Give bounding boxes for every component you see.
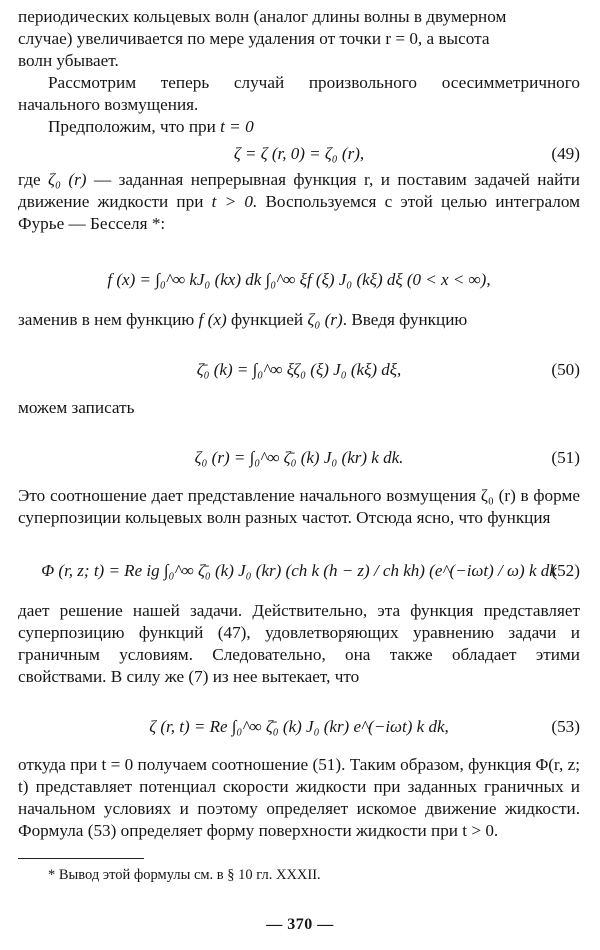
equation-50-formula: ζ̄₀ (k) = ∫₀^∞ ξζ₀ (ξ) J₀ (kξ) dξ,	[196, 360, 402, 379]
equation-fourier-bessel	[18, 251, 580, 309]
replacing-text-3: . Введя функцию	[342, 310, 468, 329]
equation-51-number: (51)	[551, 448, 580, 467]
t-greater-zero: t > 0.	[211, 192, 258, 211]
paragraph-continuation	[18, 6, 580, 72]
footnote-divider	[18, 858, 144, 859]
equation-53-formula: ζ (r, t) = Re ∫₀^∞ ζ̄₀ (k) J₀ (kr) e^(−iωt) k dk,	[149, 717, 449, 736]
equation-49-formula: ζ = ζ (r, 0) = ζ₀ (r),	[233, 144, 365, 163]
where-text-2: — заданная непрерывная функция r, и поставим задачей найти движение жидкости при	[18, 170, 580, 211]
text-line: случае) увеличивается по мере удаления от точки r = 0, а высота	[18, 29, 490, 48]
equation-50	[18, 343, 580, 397]
t-equals-zero: t = 0	[220, 117, 254, 136]
zeta0-of-r-2: ζ₀ (r)	[307, 310, 343, 329]
paragraph-relation: Это соотношение дает представление начального возмущения ζ₀ (r) в форме суперпозиции кольцевых волн разных частот. Отсюда ясно, что функция	[18, 486, 580, 527]
suppose-text: Предположим, что при	[48, 117, 216, 136]
equation-53	[18, 700, 580, 754]
equation-52	[18, 542, 580, 600]
equation-53-number: (53)	[551, 717, 580, 736]
equation-49	[18, 143, 580, 169]
text-line: волн убывает.	[18, 51, 119, 70]
equation-49-number: (49)	[551, 144, 580, 163]
zeta0-of-r: ζ₀ (r)	[48, 170, 87, 189]
paragraph-where	[18, 169, 580, 235]
equation-52-formula: Φ (r, z; t) = Re ig ∫₀^∞ ζ̄₀ (k) J₀ (kr) (ch k (h − z) / ch kh) (e^(−iωt) / ω) k dk	[41, 561, 557, 580]
text-line: периодических кольцевых волн (аналог длины волны в двумерном	[18, 7, 507, 26]
paragraph-can-write: можем записать	[18, 398, 135, 417]
fourier-bessel-formula: f (x) = ∫₀^∞ kJ₀ (kx) dk ∫₀^∞ ξf (ξ) J₀ (kξ) dξ (0 < x < ∞),	[107, 270, 491, 289]
paragraph-suppose	[18, 116, 580, 138]
footnote: * Вывод этой формулы см. в § 10 гл. XXXII.	[48, 867, 321, 883]
paragraph-replacing	[18, 309, 580, 331]
f-of-x: f (x)	[198, 310, 227, 329]
where-text-3: Воспользуемся с этой целью интегралом Фурье — Бесселя *:	[18, 192, 581, 233]
equation-52-number: (52)	[551, 561, 580, 580]
equation-51-formula: ζ₀ (r) = ∫₀^∞ ζ̄₀ (k) J₀ (kr) k dk.	[194, 448, 404, 467]
where-text-1: где	[18, 170, 41, 189]
paragraph-final: откуда при t = 0 получаем соотношение (51). Таким образом, функция Φ(r, z; t) представляет потенциал скорости жидкости при заданных граничных и начальном условиях и поэтому определяет искомое движение жидкости. Формула (53) определяет форму поверхности жидкости при t > 0.	[18, 755, 580, 840]
equation-51	[18, 431, 580, 485]
page-number: — 370 —	[266, 916, 334, 933]
replacing-text-1: заменив в нем функцию	[18, 310, 195, 329]
paragraph-arbitrary-disturbance: Рассмотрим теперь случай произвольного осесимметричного начального возмущения.	[18, 73, 580, 114]
equation-50-number: (50)	[551, 360, 580, 379]
paragraph-solution: дает решение нашей задачи. Действительно, эта функция представляет суперпозицию функций (47), удовлетворяющих уравнению задачи и граничным условиям. Следовательно, она также обладает этими свойствами. В силу же (7) из нее вытекает, что	[18, 601, 580, 686]
replacing-text-2: функцией	[230, 310, 304, 329]
